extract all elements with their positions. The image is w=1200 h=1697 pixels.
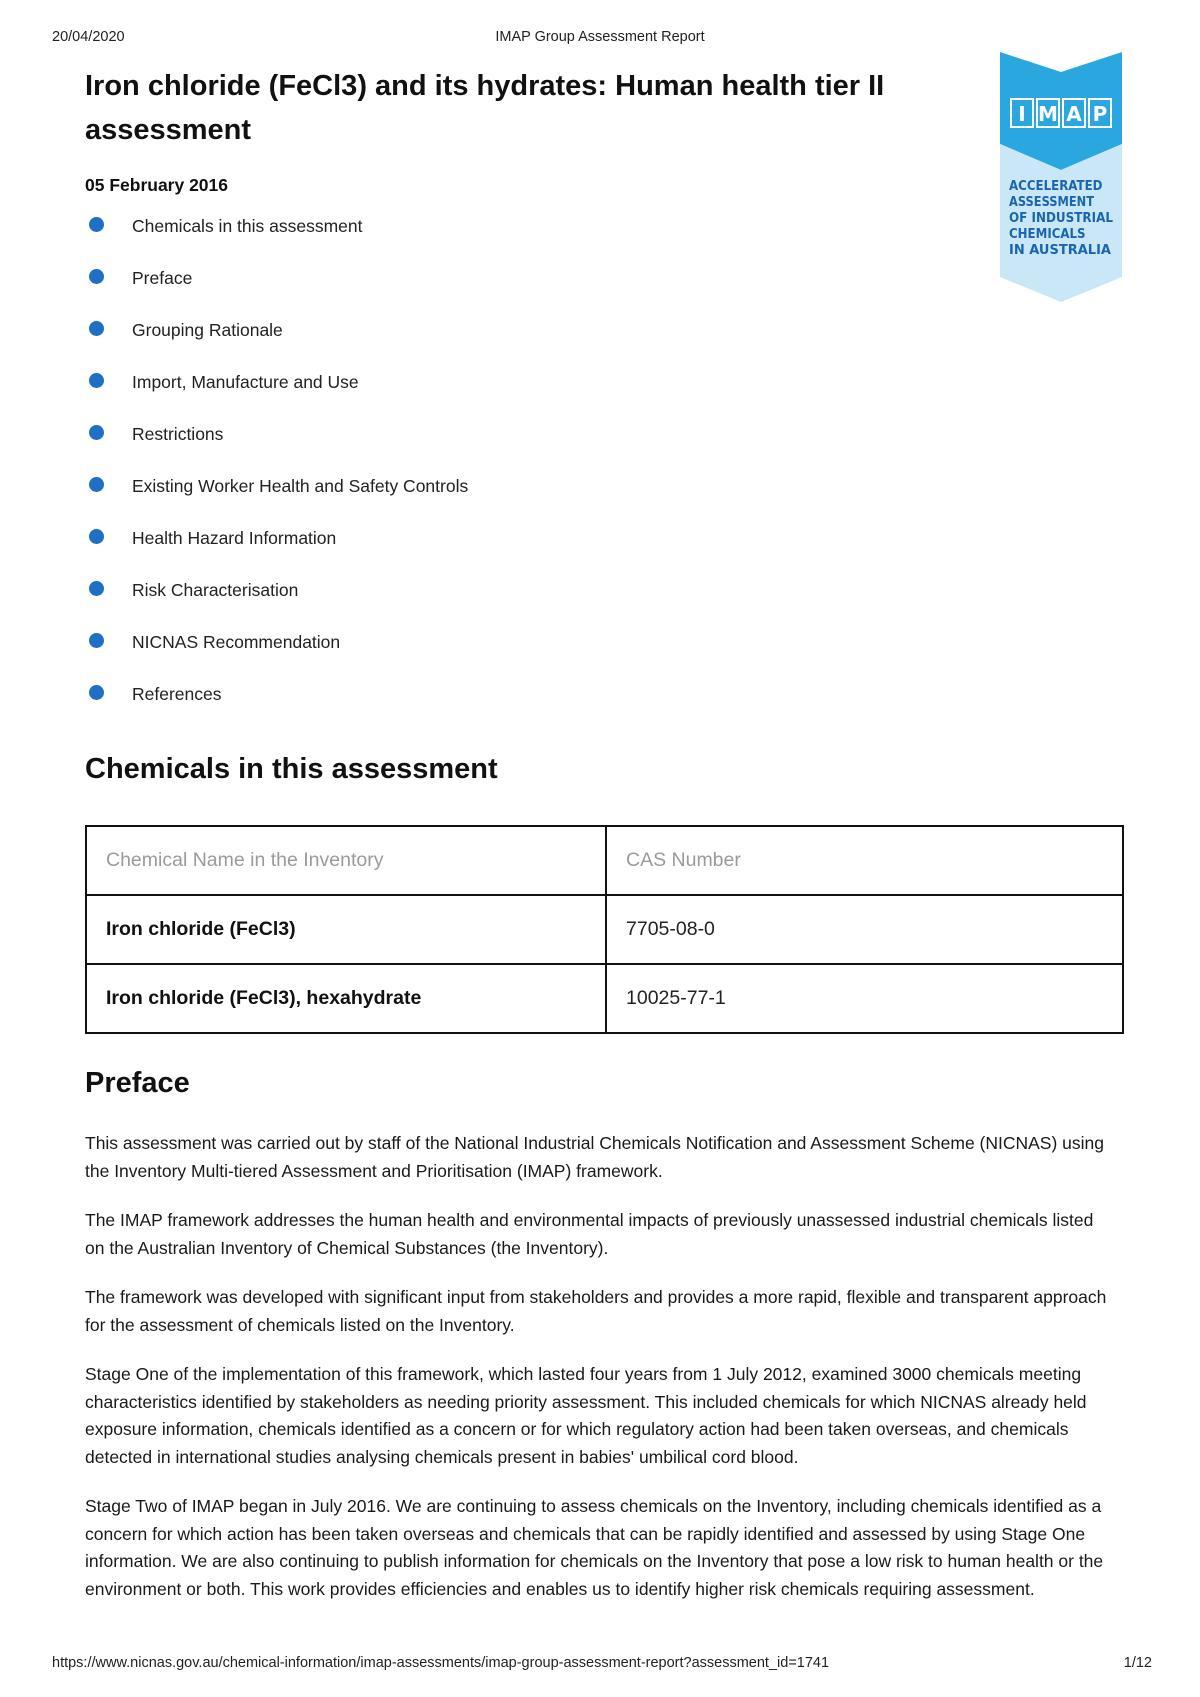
cas-number-cell: 7705-08-0 — [606, 895, 1123, 964]
bullet-icon — [89, 633, 104, 648]
bullet-icon — [89, 321, 104, 336]
toc-item-label: Grouping Rationale — [132, 320, 283, 340]
toc-item-label: Chemicals in this assessment — [132, 216, 363, 236]
section-heading-chemicals: Chemicals in this assessment — [85, 753, 498, 785]
bullet-icon — [89, 685, 104, 700]
preface-paragraph: The IMAP framework addresses the human health and environmental impacts of previously unassessed industrial chemicals listed on the Australian Inventory of Chemical Substances (the Inventory). — [85, 1210, 1094, 1258]
logo-letter: M — [1038, 102, 1058, 126]
footer-url: https://www.nicnas.gov.au/chemical-information/imap-assessments/imap-group-assessment-report?assessment_id=1741 — [52, 1655, 830, 1671]
bullet-icon — [89, 529, 104, 544]
logo-tagline-line: IN AUSTRALIA — [1009, 243, 1111, 258]
section-heading-preface: Preface — [85, 1067, 190, 1099]
toc-item-health-hazard[interactable] — [85, 525, 468, 577]
page-number: 1/12 — [1123, 1655, 1152, 1671]
toc-item-label: References — [132, 684, 222, 704]
preface-body — [85, 1130, 1115, 1625]
logo-tagline-line: ACCELERATED — [1009, 179, 1103, 194]
toc-item-label: Health Hazard Information — [132, 528, 337, 548]
bullet-icon — [89, 269, 104, 284]
header-title: IMAP Group Assessment Report — [495, 29, 705, 45]
chemicals-table — [85, 825, 1124, 1034]
preface-paragraph: Stage One of the implementation of this framework, which lasted four years from 1 July 2012, examined 3000 chemicals meeting characteristics identified by stakeholders as needing priority assessment. This included chemicals for which NICNAS already held exposure information, chemicals identified as a concern or for which regulatory action had been taken overseas, and chemicals detected in international studies analysing chemicals present in babies' umbilical cord blood. — [85, 1364, 1087, 1467]
table-row — [86, 964, 1123, 1033]
preface-paragraph: This assessment was carried out by staff of the National Industrial Chemicals Notification and Assessment Scheme (NICNAS) using the Inventory Multi-tiered Assessment and Prioritisation (IMAP) framework. — [85, 1133, 1105, 1181]
toc-item-label: Import, Manufacture and Use — [132, 372, 359, 392]
toc-item-nicnas-recommendation[interactable] — [85, 629, 468, 681]
column-header: Chemical Name in the Inventory — [86, 826, 606, 895]
toc-item-risk-characterisation[interactable] — [85, 577, 468, 629]
logo-letter: A — [1066, 102, 1082, 126]
toc-item-chemicals[interactable] — [85, 213, 468, 265]
bullet-icon — [89, 581, 104, 596]
toc-item-grouping-rationale[interactable] — [85, 317, 468, 369]
preface-paragraph: Stage Two of IMAP began in July 2016. We are continuing to assess chemicals on the Inventory, including chemicals identified as a concern for which action has been taken overseas and chemicals that can be rapidly identified and assessed by using Stage One information. We are also continuing to publish information for chemicals on the Inventory that pose a low risk to human health or the environment or both. This work provides efficiencies and enables us to identify higher risk chemicals requiring assessment. — [85, 1496, 1104, 1599]
toc-item-preface[interactable] — [85, 265, 468, 317]
toc-item-label: Existing Worker Health and Safety Controls — [132, 476, 469, 496]
logo-tagline-line: ASSESSMENT — [1009, 195, 1095, 210]
table-row — [86, 895, 1123, 964]
table-header-row — [86, 826, 1123, 895]
toc-item-import-manufacture-use[interactable] — [85, 369, 468, 421]
toc-item-label: Restrictions — [132, 424, 224, 444]
toc-item-restrictions[interactable] — [85, 421, 468, 473]
bullet-icon — [89, 477, 104, 492]
logo-letter: I — [1018, 102, 1026, 126]
column-header: CAS Number — [606, 826, 1123, 895]
bullet-icon — [89, 425, 104, 440]
chemical-name-cell: Iron chloride (FeCl3), hexahydrate — [86, 964, 606, 1033]
cas-number-cell: 10025-77-1 — [606, 964, 1123, 1033]
logo-tagline-line: CHEMICALS — [1009, 227, 1086, 242]
bullet-icon — [89, 373, 104, 388]
chemical-name-cell: Iron chloride (FeCl3) — [86, 895, 606, 964]
imap-logo — [1000, 52, 1122, 302]
report-title: Iron chloride (FeCl3) and its hydrates: Human health tier II assessment — [85, 70, 885, 146]
header-date: 20/04/2020 — [52, 29, 125, 45]
table-of-contents — [85, 213, 468, 733]
publication-date: 05 February 2016 — [85, 175, 229, 195]
toc-item-label: NICNAS Recommendation — [132, 632, 341, 652]
toc-item-references[interactable] — [85, 681, 468, 733]
toc-item-label: Risk Characterisation — [132, 580, 299, 600]
toc-item-label: Preface — [132, 268, 193, 288]
toc-item-worker-controls[interactable] — [85, 473, 468, 525]
preface-paragraph: The framework was developed with significant input from stakeholders and provides a more rapid, flexible and transparent approach for the assessment of chemicals listed on the Inventory. — [85, 1287, 1107, 1335]
logo-tagline-line: OF INDUSTRIAL — [1009, 211, 1113, 226]
logo-letter: P — [1092, 102, 1108, 126]
bullet-icon — [89, 217, 104, 232]
